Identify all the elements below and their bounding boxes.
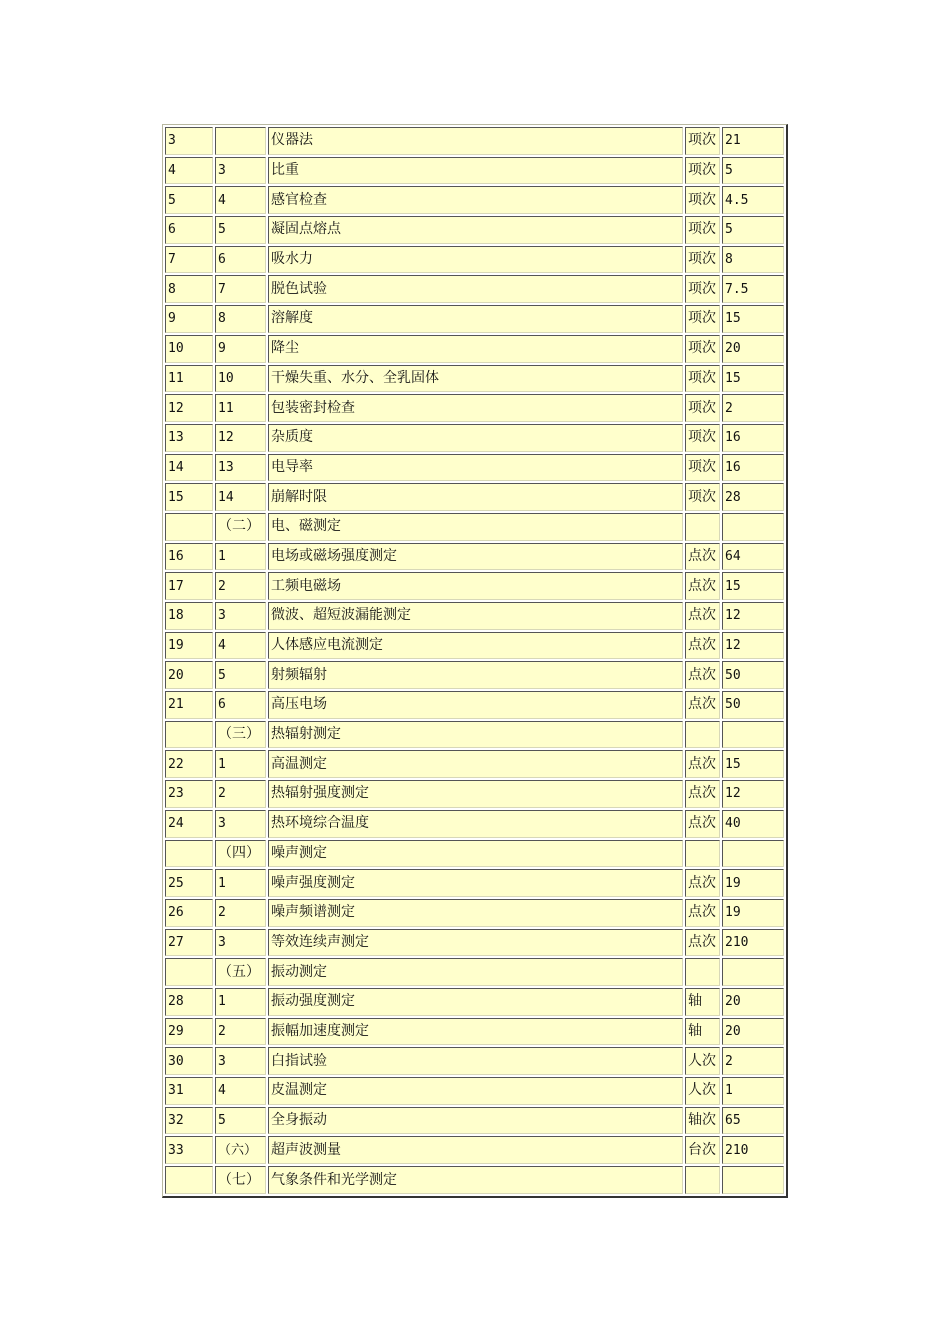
unit-cell: 轴次	[685, 1107, 720, 1135]
item-name-cell: 电导率	[268, 454, 683, 482]
sub-number-cell	[215, 127, 266, 155]
unit-cell: 项次	[685, 365, 720, 393]
value-cell: 15	[722, 305, 784, 333]
unit-cell: 点次	[685, 750, 720, 778]
value-cell: 15	[722, 365, 784, 393]
sub-number-cell: 3	[215, 157, 266, 185]
unit-cell: 项次	[685, 424, 720, 452]
unit-cell: 点次	[685, 780, 720, 808]
item-name-cell: 高压电场	[268, 691, 683, 719]
item-name-cell: 热环境综合温度	[268, 810, 683, 838]
item-name-cell: 振动强度测定	[268, 988, 683, 1016]
fee-table-frame	[162, 124, 788, 1198]
unit-cell: 项次	[685, 394, 720, 422]
unit-cell: 点次	[685, 869, 720, 897]
row-number-cell: 4	[165, 157, 213, 185]
row-number-cell: 22	[165, 750, 213, 778]
item-name-cell: 电场或磁场强度测定	[268, 543, 683, 571]
fee-table-body	[165, 127, 784, 1194]
table-row	[165, 899, 784, 927]
table-row	[165, 988, 784, 1016]
row-number-cell	[165, 513, 213, 541]
row-number-cell: 6	[165, 216, 213, 244]
sub-number-cell: 3	[215, 810, 266, 838]
value-cell: 2	[722, 1047, 784, 1075]
row-number-cell: 8	[165, 275, 213, 303]
value-cell: 40	[722, 810, 784, 838]
sub-number-cell: 8	[215, 305, 266, 333]
table-section-row	[165, 958, 784, 986]
value-cell: 4.5	[722, 186, 784, 214]
value-cell: 19	[722, 899, 784, 927]
sub-number-cell: 12	[215, 424, 266, 452]
table-row	[165, 305, 784, 333]
unit-cell: 点次	[685, 899, 720, 927]
item-name-cell: 白指试验	[268, 1047, 683, 1075]
unit-cell: 点次	[685, 632, 720, 660]
table-row	[165, 661, 784, 689]
item-name-cell: 电、磁测定	[268, 513, 683, 541]
table-row	[165, 394, 784, 422]
unit-cell: 项次	[685, 186, 720, 214]
row-number-cell: 13	[165, 424, 213, 452]
value-cell: 21	[722, 127, 784, 155]
table-row	[165, 1136, 784, 1164]
sub-number-cell: 5	[215, 661, 266, 689]
table-section-row	[165, 840, 784, 868]
value-cell	[722, 1166, 784, 1194]
item-name-cell: 噪声频谱测定	[268, 899, 683, 927]
sub-number-cell: 5	[215, 1107, 266, 1135]
row-number-cell: 29	[165, 1018, 213, 1046]
table-row	[165, 186, 784, 214]
unit-cell	[685, 840, 720, 868]
unit-cell: 轴	[685, 1018, 720, 1046]
unit-cell: 点次	[685, 543, 720, 571]
row-number-cell: 32	[165, 1107, 213, 1135]
sub-number-cell: 1	[215, 543, 266, 571]
sub-number-cell: （二）	[215, 513, 266, 541]
item-name-cell: 等效连续声测定	[268, 929, 683, 957]
sub-number-cell: 4	[215, 186, 266, 214]
item-name-cell: 降尘	[268, 335, 683, 363]
row-number-cell: 15	[165, 483, 213, 511]
table-row	[165, 157, 784, 185]
sub-number-cell: （四）	[215, 840, 266, 868]
unit-cell: 点次	[685, 691, 720, 719]
value-cell: 16	[722, 424, 784, 452]
table-row	[165, 632, 784, 660]
sub-number-cell: 3	[215, 1047, 266, 1075]
table-row	[165, 246, 784, 274]
value-cell: 8	[722, 246, 784, 274]
row-number-cell: 11	[165, 365, 213, 393]
item-name-cell: 超声波测量	[268, 1136, 683, 1164]
value-cell: 210	[722, 929, 784, 957]
table-section-row	[165, 721, 784, 749]
table-row	[165, 127, 784, 155]
row-number-cell: 19	[165, 632, 213, 660]
unit-cell: 点次	[685, 810, 720, 838]
sub-number-cell: 7	[215, 275, 266, 303]
item-name-cell: 杂质度	[268, 424, 683, 452]
table-row	[165, 1018, 784, 1046]
unit-cell: 人次	[685, 1047, 720, 1075]
value-cell: 65	[722, 1107, 784, 1135]
item-name-cell: 凝固点熔点	[268, 216, 683, 244]
item-name-cell: 吸水力	[268, 246, 683, 274]
row-number-cell: 16	[165, 543, 213, 571]
fee-table	[163, 125, 786, 1196]
sub-number-cell: 6	[215, 246, 266, 274]
sub-number-cell: 2	[215, 780, 266, 808]
unit-cell: 台次	[685, 1136, 720, 1164]
table-row	[165, 572, 784, 600]
item-name-cell: 崩解时限	[268, 483, 683, 511]
unit-cell: 项次	[685, 483, 720, 511]
sub-number-cell: 14	[215, 483, 266, 511]
sub-number-cell: 3	[215, 929, 266, 957]
row-number-cell: 20	[165, 661, 213, 689]
row-number-cell: 21	[165, 691, 213, 719]
row-number-cell: 5	[165, 186, 213, 214]
unit-cell: 项次	[685, 335, 720, 363]
unit-cell: 点次	[685, 572, 720, 600]
sub-number-cell: 1	[215, 869, 266, 897]
table-row	[165, 1077, 784, 1105]
sub-number-cell: 1	[215, 988, 266, 1016]
item-name-cell: 人体感应电流测定	[268, 632, 683, 660]
row-number-cell: 25	[165, 869, 213, 897]
row-number-cell: 17	[165, 572, 213, 600]
sub-number-cell: （三）	[215, 721, 266, 749]
row-number-cell: 12	[165, 394, 213, 422]
row-number-cell: 30	[165, 1047, 213, 1075]
table-row	[165, 869, 784, 897]
item-name-cell: 热辐射强度测定	[268, 780, 683, 808]
row-number-cell	[165, 1166, 213, 1194]
unit-cell: 项次	[685, 216, 720, 244]
value-cell: 64	[722, 543, 784, 571]
item-name-cell: 噪声强度测定	[268, 869, 683, 897]
value-cell: 15	[722, 750, 784, 778]
unit-cell: 人次	[685, 1077, 720, 1105]
unit-cell: 轴	[685, 988, 720, 1016]
value-cell: 210	[722, 1136, 784, 1164]
unit-cell	[685, 721, 720, 749]
sub-number-cell: 1	[215, 750, 266, 778]
row-number-cell: 28	[165, 988, 213, 1016]
row-number-cell: 9	[165, 305, 213, 333]
row-number-cell	[165, 840, 213, 868]
value-cell: 50	[722, 691, 784, 719]
sub-number-cell: （七）	[215, 1166, 266, 1194]
row-number-cell: 33	[165, 1136, 213, 1164]
table-row	[165, 602, 784, 630]
row-number-cell: 14	[165, 454, 213, 482]
value-cell: 2	[722, 394, 784, 422]
table-row	[165, 780, 784, 808]
sub-number-cell: 4	[215, 632, 266, 660]
row-number-cell: 31	[165, 1077, 213, 1105]
table-row	[165, 424, 784, 452]
row-number-cell: 7	[165, 246, 213, 274]
unit-cell: 项次	[685, 454, 720, 482]
value-cell	[722, 958, 784, 986]
table-section-row	[165, 1166, 784, 1194]
item-name-cell: 皮温测定	[268, 1077, 683, 1105]
item-name-cell: 噪声测定	[268, 840, 683, 868]
item-name-cell: 振幅加速度测定	[268, 1018, 683, 1046]
item-name-cell: 高温测定	[268, 750, 683, 778]
table-row	[165, 750, 784, 778]
item-name-cell: 振动测定	[268, 958, 683, 986]
value-cell: 19	[722, 869, 784, 897]
row-number-cell: 27	[165, 929, 213, 957]
sub-number-cell: 2	[215, 572, 266, 600]
value-cell: 20	[722, 1018, 784, 1046]
value-cell	[722, 840, 784, 868]
value-cell: 20	[722, 335, 784, 363]
value-cell: 12	[722, 602, 784, 630]
sub-number-cell: 2	[215, 1018, 266, 1046]
row-number-cell: 24	[165, 810, 213, 838]
sub-number-cell: （五）	[215, 958, 266, 986]
table-row	[165, 543, 784, 571]
unit-cell: 点次	[685, 929, 720, 957]
unit-cell: 项次	[685, 246, 720, 274]
unit-cell: 项次	[685, 127, 720, 155]
item-name-cell: 感官检查	[268, 186, 683, 214]
value-cell: 5	[722, 216, 784, 244]
value-cell: 7.5	[722, 275, 784, 303]
table-row	[165, 810, 784, 838]
item-name-cell: 工频电磁场	[268, 572, 683, 600]
row-number-cell	[165, 958, 213, 986]
sub-number-cell: 10	[215, 365, 266, 393]
sub-number-cell: 5	[215, 216, 266, 244]
table-row	[165, 216, 784, 244]
item-name-cell: 射频辐射	[268, 661, 683, 689]
table-row	[165, 929, 784, 957]
value-cell: 28	[722, 483, 784, 511]
table-row	[165, 691, 784, 719]
sub-number-cell: 13	[215, 454, 266, 482]
table-row	[165, 1107, 784, 1135]
unit-cell: 项次	[685, 157, 720, 185]
sub-number-cell: 2	[215, 899, 266, 927]
value-cell	[722, 513, 784, 541]
row-number-cell: 18	[165, 602, 213, 630]
item-name-cell: 干燥失重、水分、全乳固体	[268, 365, 683, 393]
unit-cell: 项次	[685, 305, 720, 333]
table-row	[165, 335, 784, 363]
sub-number-cell: 11	[215, 394, 266, 422]
unit-cell: 项次	[685, 275, 720, 303]
table-row	[165, 454, 784, 482]
value-cell: 50	[722, 661, 784, 689]
value-cell: 1	[722, 1077, 784, 1105]
unit-cell	[685, 958, 720, 986]
row-number-cell	[165, 721, 213, 749]
item-name-cell: 微波、超短波漏能测定	[268, 602, 683, 630]
value-cell	[722, 721, 784, 749]
item-name-cell: 脱色试验	[268, 275, 683, 303]
sub-number-cell: 6	[215, 691, 266, 719]
item-name-cell: 热辐射测定	[268, 721, 683, 749]
row-number-cell: 3	[165, 127, 213, 155]
sub-number-cell: （六）	[215, 1136, 266, 1164]
value-cell: 16	[722, 454, 784, 482]
sub-number-cell: 4	[215, 1077, 266, 1105]
row-number-cell: 10	[165, 335, 213, 363]
table-row	[165, 483, 784, 511]
value-cell: 5	[722, 157, 784, 185]
unit-cell	[685, 1166, 720, 1194]
table-row	[165, 1047, 784, 1075]
unit-cell: 点次	[685, 661, 720, 689]
unit-cell: 点次	[685, 602, 720, 630]
item-name-cell: 比重	[268, 157, 683, 185]
table-row	[165, 275, 784, 303]
item-name-cell: 包装密封检查	[268, 394, 683, 422]
row-number-cell: 26	[165, 899, 213, 927]
value-cell: 12	[722, 632, 784, 660]
item-name-cell: 全身振动	[268, 1107, 683, 1135]
table-row	[165, 365, 784, 393]
value-cell: 20	[722, 988, 784, 1016]
item-name-cell: 溶解度	[268, 305, 683, 333]
row-number-cell: 23	[165, 780, 213, 808]
table-section-row	[165, 513, 784, 541]
unit-cell	[685, 513, 720, 541]
value-cell: 12	[722, 780, 784, 808]
value-cell: 15	[722, 572, 784, 600]
item-name-cell: 气象条件和光学测定	[268, 1166, 683, 1194]
sub-number-cell: 3	[215, 602, 266, 630]
item-name-cell: 仪器法	[268, 127, 683, 155]
sub-number-cell: 9	[215, 335, 266, 363]
